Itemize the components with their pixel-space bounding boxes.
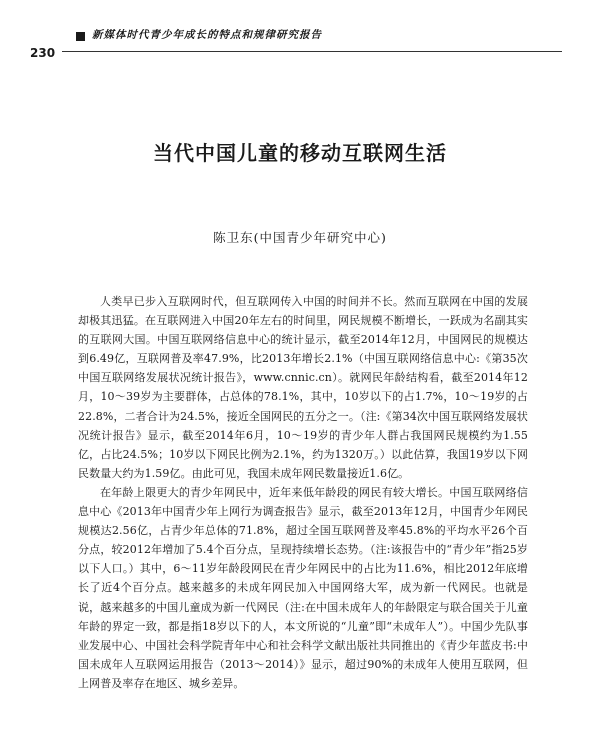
header-marker-square: [76, 32, 85, 41]
article-author: 陈卫东(中国青少年研究中心): [213, 230, 387, 245]
article-title: 当代中国儿童的移动互联网生活: [153, 141, 447, 165]
running-header: [62, 18, 562, 56]
page-number: 230: [30, 46, 56, 60]
body-paragraph: 人类早已步入互联网时代，但互联网传入中国的时间并不长。然而互联网在中国的发展却极其迅猛。在互联网进入中国20年左右的时间里，网民规模不断增长，一跃成为名副其实的互联网大国。中国互联网络信息中心的统计显示，截至2014年12月，中国网民的规模达到6.49亿，互联网普及率47.9%，比2013年增长2.1%（中国互联网络信息中心:《第35次中国互联网络发展状况统计报告》，www.cnnic.cn）。就网民年龄结构看，截至2014年12月，10～39岁为主要群体，占总体的78.1%，其中，10岁以下的占1.7%，10～19岁的占22.8%，二者合计为24.5%，接近全国网民的五分之一。（注:《第34次中国互联网络发展状况统计报告》显示，截至2014年6月，10～19岁的青少年人群占我国网民规模约为1.55亿，占比24.5%；10岁以下网民比例为2.1%，约为1320万。）以此估算，我国19岁以下网民数量大约为1.59亿。由此可见，我国未成年网民数量接近1.6亿。: [78, 295, 528, 480]
running-title: 新媒体时代青少年成长的特点和规律研究报告: [92, 29, 322, 41]
header-rule: [62, 51, 562, 52]
article-body: [78, 292, 528, 693]
body-paragraph: 在年龄上限更大的青少年网民中，近年来低年龄段的网民有较大增长。中国互联网络信息中心《2013年中国青少年上网行为调查报告》显示，截至2013年12月，中国青少年网民规模达2.56亿，占青少年总体的71.8%，超过全国互联网普及率45.8%的平均水平26个百分点，较2012年增加了5.4个百分点，呈现持续增长态势。（注:该报告中的“青少年”指25岁以下人口。）其中，6～11岁年龄段网民在青少年网民中的占比为11.6%，相比2012年底增长了近4个百分点。越来越多的未成年网民加入中国网络大军，成为新一代网民。也就是说，越来越多的中国儿童成为新一代网民（注:在中国未成年人的年龄限定与联合国关于儿童年龄的界定一致，都是指18岁以下的人，本文所说的“儿童”即“未成年人”）。中国少先队事业发展中心、中国社会科学院青年中心和社会科学文献出版社共同推出的《青少年蓝皮书:中国未成年人互联网运用报告（2013～2014）》显示，超过90%的未成年人使用互联网，但上网普及率存在地区、城乡差异。: [78, 485, 528, 690]
